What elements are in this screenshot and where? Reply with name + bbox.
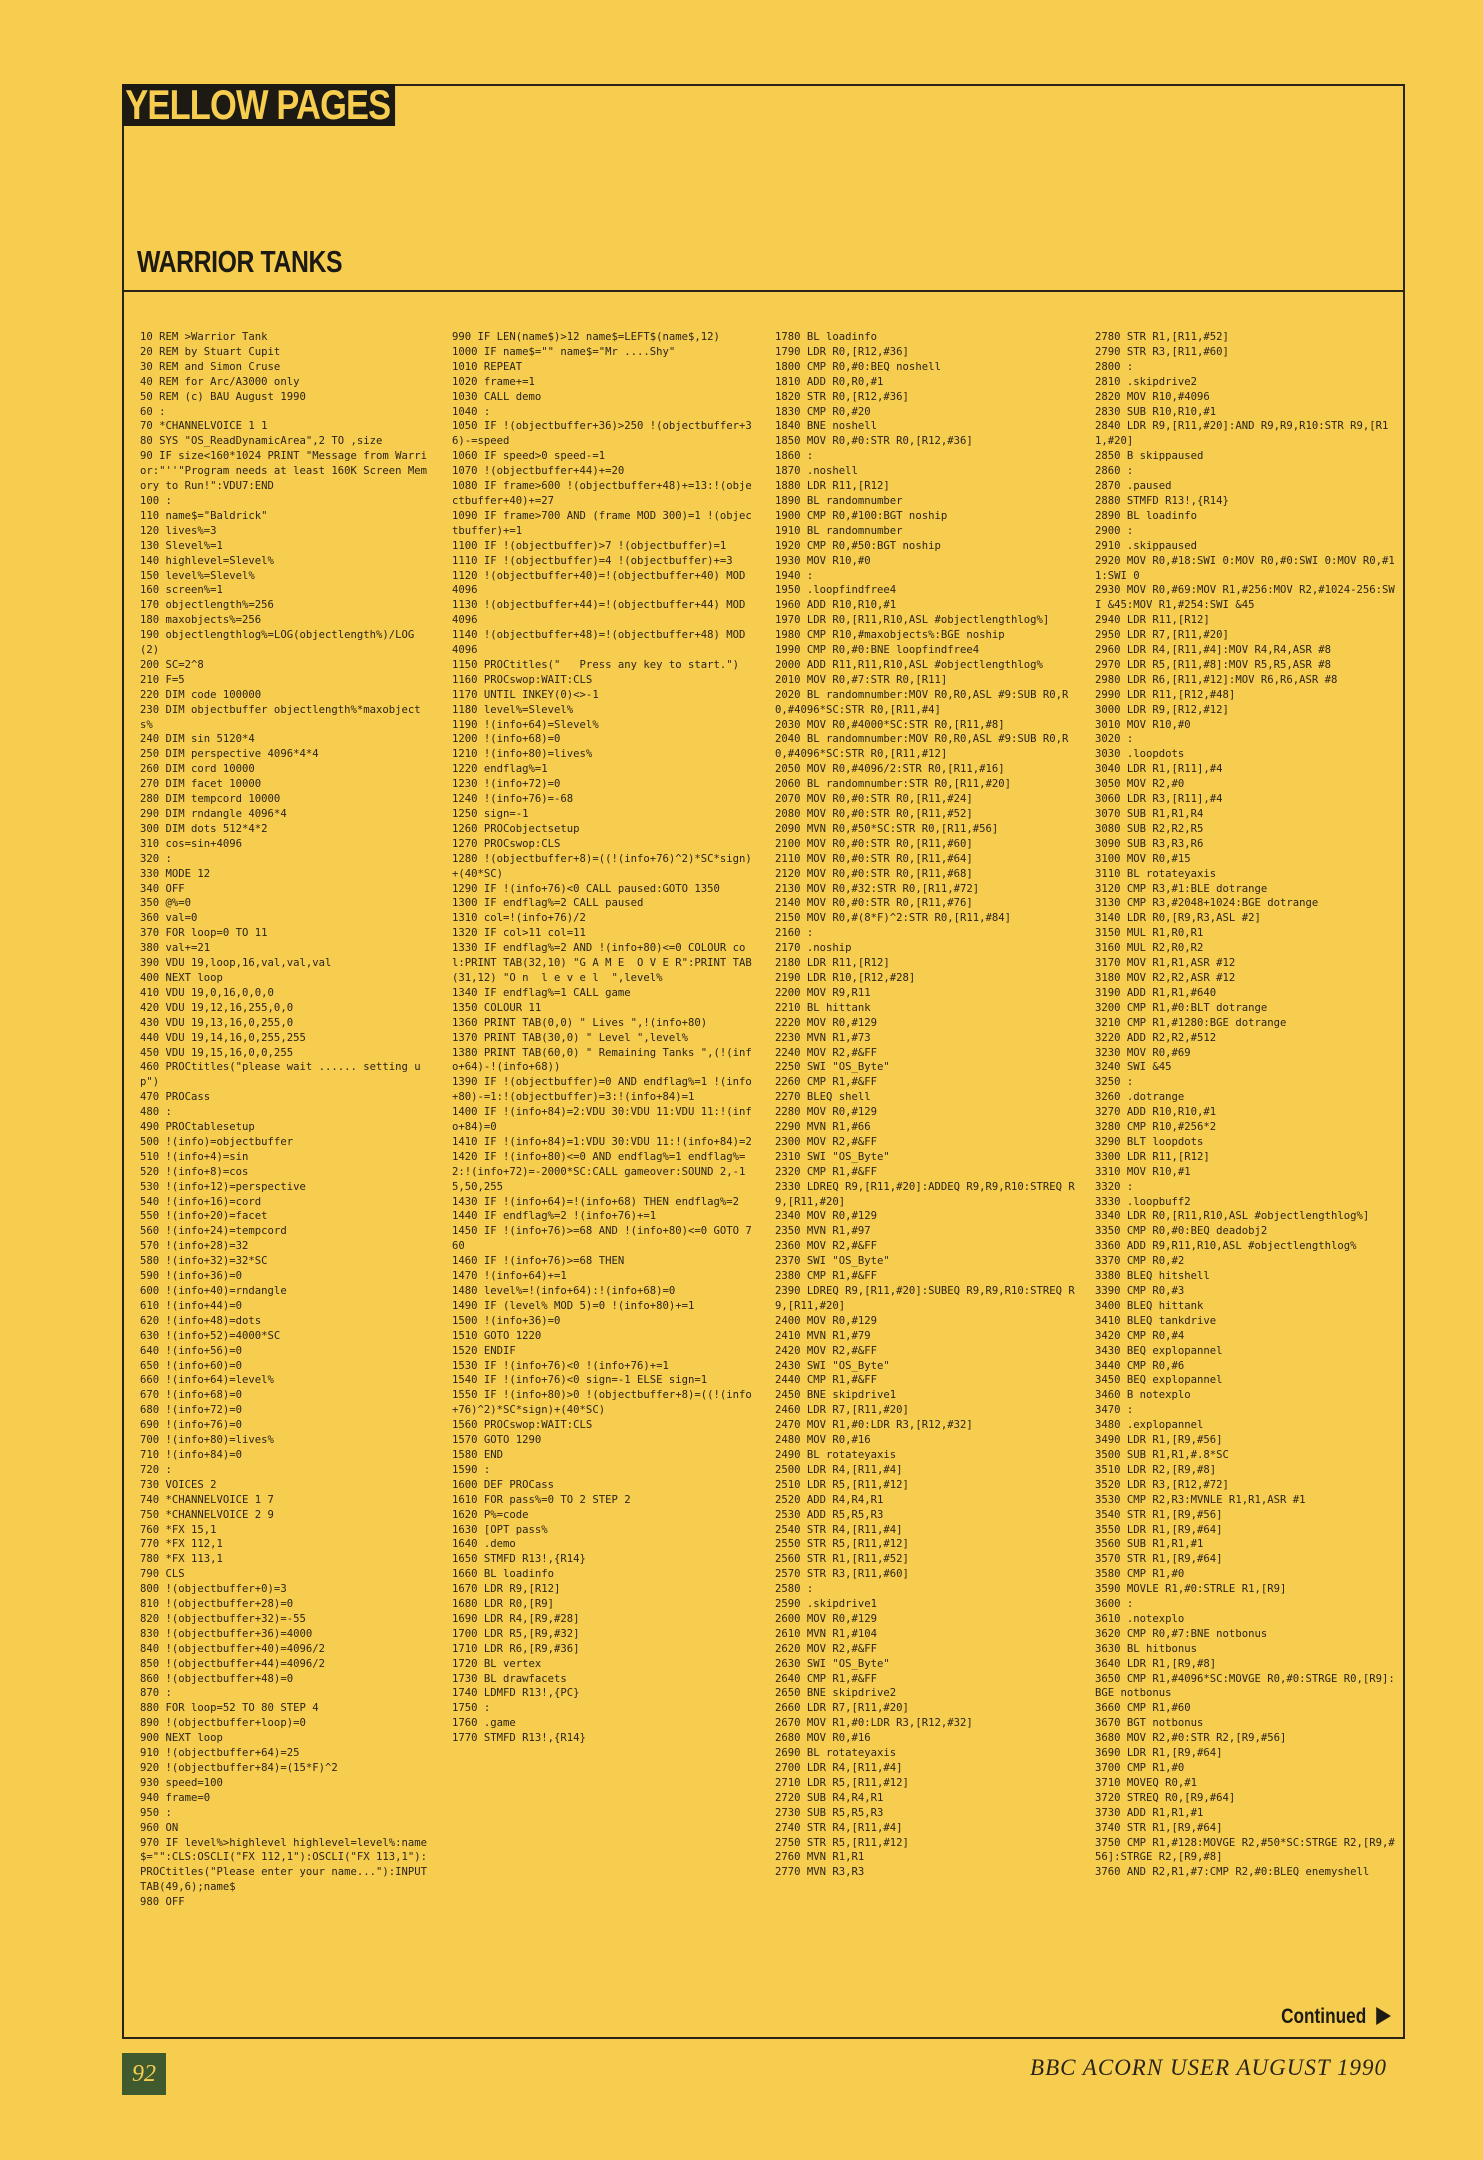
continued-marker — [1281, 2005, 1391, 2029]
title-divider — [122, 290, 1405, 292]
code-column-2: 990 IF LEN(name$)>12 name$=LEFT$(name$,12) 1000 IF name$="" name$="Mr ....Shy" 1010 REPEAT 1020 frame+=1 1030 CALL demo 1040 : 1050 IF !(objectbuffer+36)>250 !(objectbuffer+36)-=speed 1060 IF speed>0 speed-=1 1070 !(objectbuffer+44)+=20 1080 IF frame>600 !(objectbuffer+48)+=13:!(objectbuffer+40)+=27 1090 IF frame>700 AND (frame MOD 300)=1 !(objectbuffer)+=1 1100 IF !(objectbuffer)>7 !(objectbuffer)=1 1110 IF !(objectbuffer)=4 !(objectbuffer)+=3 1120 !(objectbuffer+40)=!(objectbuffer+40) MOD 4096 1130 !(objectbuffer+44)=!(objectbuffer+44) MOD 4096 1140 !(objectbuffer+48)=!(objectbuffer+48) MOD 4096 1150 PROCtitles(" Press any key to start.") 1160 PROCswop:WAIT:CLS 1170 UNTIL INKEY(0)<>-1 1180 level%=Slevel% 1190 !(info+64)=Slevel% 1200 !(info+68)=0 1210 !(info+80)=lives% 1220 endflag%=1 1230 !(info+72)=0 1240 !(info+76)=-68 1250 sign=-1 1260 PROCobjectsetup 1270 PROCswop:CLS 1280 !(objectbuffer+8)=((!(info+76)^2)*SC*sign)+(40*SC) 1290 IF !(info+76)<0 CALL paused:GOTO 1350 1300 IF endflag%=2 CALL paused 1310 col=!(info+76)/2 1320 IF col>11 col=11 1330 IF endflag%=2 AND !(info+80)<=0 COLOUR col:PRINT TAB(32,10) "G A M E O V E R":PRINT TAB(31,12) "O n l e v e l ",level% 1340 IF endflag%=1 CALL game 1350 COLOUR 11 1360 PRINT TAB(0,0) " Lives ",!(info+80) 1370 PRINT TAB(30,0) " Level ",level% 1380 PRINT TAB(60,0) " Remaining Tanks ",(!(info+64)-!(info+68)) 1390 IF !(objectbuffer)=0 AND endflag%=1 !(info+80)-=1:!(objectbuffer)=3:!(info+84)=1 1400 IF !(info+84)=2:VDU 30:VDU 11:VDU 11:!(info+84)=0 1410 IF !(info+84)=1:VDU 30:VDU 11:!(info+84)=2 1420 IF !(info+80)<=0 AND endflag%=1 endflag%=2:!(info+72)=-2000*SC:CALL gameover:SOUND 2,-15,50,255 1430 IF !(info+64)=!(info+68) THEN endflag%=2 1440 IF endflag%=2 !(info+76)+=1 1450 IF !(info+76)>=68 AND !(info+80)<=0 GOTO 760 1460 IF !(info+76)>=68 THEN 1470 !(info+64)+=1 1480 level%=!(info+64):!(info+68)=0 1490 IF (level% MOD 5)=0 !(info+80)+=1 1500 !(info+36)=0 1510 GOTO 1220 1520 ENDIF 1530 IF !(info+76)<0 !(info+76)+=1 1540 IF !(info+76)<0 sign=-1 ELSE sign=1 1550 IF !(info+80)>0 !(objectbuffer+8)=((!(info+76)^2)*SC*sign)+(40*SC) 1560 PROCswop:WAIT:CLS 1570 GOTO 1290 1580 END 1590 : 1600 DEF PROCass 1610 FOR pass%=0 TO 2 STEP 2 1620 P%=code 1630 [OPT pass% 1640 .demo 1650 STMFD R13!,{R14} 1660 BL loadinfo 1670 LDR R9,[R12] 1680 LDR R0,[R9] 1690 LDR R4,[R9,#28] 1700 LDR R5,[R9,#32] 1710 LDR R6,[R9,#36] 1720 BL vertex 1730 BL drawfacets 1740 LDMFD R13!,{PC} 1750 : 1760 .game 1770 STMFD R13!,{R14} — [452, 331, 752, 1745]
page-number: 92 — [122, 2053, 166, 2095]
code-column-1: 10 REM >Warrior Tank 20 REM by Stuart Cupit 30 REM and Simon Cruse 40 REM for Arc/A3000 only 50 REM (c) BAU August 1990 60 : 70 *CHANNELVOICE 1 1 80 SYS "OS_ReadDynamicArea",2 TO ,size 90 IF size<160*1024 PRINT "Message from Warrior:"''"Program needs at least 160K Screen Memory to Run!":VDU7:END 100 : 110 name$="Baldrick" 120 lives%=3 130 Slevel%=1 140 highlevel=Slevel% 150 level%=Slevel% 160 screen%=1 170 objectlength%=256 180 maxobjects%=256 190 objectlengthlog%=LOG(objectlength%)/LOG(2) 200 SC=2^8 210 F=5 220 DIM code 100000 230 DIM objectbuffer objectlength%*maxobjects% 240 DIM sin 5120*4 250 DIM perspective 4096*4*4 260 DIM cord 10000 270 DIM facet 10000 280 DIM tempcord 10000 290 DIM rndangle 4096*4 300 DIM dots 512*4*2 310 cos=sin+4096 320 : 330 MODE 12 340 OFF 350 @%=0 360 val=0 370 FOR loop=0 TO 11 380 val+=21 390 VDU 19,loop,16,val,val,val 400 NEXT loop 410 VDU 19,0,16,0,0,0 420 VDU 19,12,16,255,0,0 430 VDU 19,13,16,0,255,0 440 VDU 19,14,16,0,255,255 450 VDU 19,15,16,0,0,255 460 PROCtitles("please wait ...... setting up") 470 PROCass 480 : 490 PROCtablesetup 500 !(info)=objectbuffer 510 !(info+4)=sin 520 !(info+8)=cos 530 !(info+12)=perspective 540 !(info+16)=cord 550 !(info+20)=facet 560 !(info+24)=tempcord 570 !(info+28)=32 580 !(info+32)=32*SC 590 !(info+36)=0 600 !(info+40)=rndangle 610 !(info+44)=0 620 !(info+48)=dots 630 !(info+52)=4000*SC 640 !(info+56)=0 650 !(info+60)=0 660 !(info+64)=level% 670 !(info+68)=0 680 !(info+72)=0 690 !(info+76)=0 700 !(info+80)=lives% 710 !(info+84)=0 720 : 730 VOICES 2 740 *CHANNELVOICE 1 7 750 *CHANNELVOICE 2 9 760 *FX 15,1 770 *FX 112,1 780 *FX 113,1 790 CLS 800 !(objectbuffer+0)=3 810 !(objectbuffer+28)=0 820 !(objectbuffer+32)=-55 830 !(objectbuffer+36)=4000 840 !(objectbuffer+40)=4096/2 850 !(objectbuffer+44)=4096/2 860 !(objectbuffer+48)=0 870 : 880 FOR loop=52 TO 80 STEP 4 890 !(objectbuffer+loop)=0 900 NEXT loop 910 !(objectbuffer+64)=25 920 !(objectbuffer+84)=(15*F)^2 930 speed=100 940 frame=0 950 : 960 ON 970 IF level%>highlevel highlevel=level%:name$="":CLS:OSCLI("FX 112,1"):OSCLI("FX 113,1"):PROCtitles("Please enter your name..."):INPUT TAB(49,6);name$ 980 OFF — [140, 331, 428, 1909]
footer-publication: BBC ACORN USER AUGUST 1990 — [1030, 2055, 1387, 2080]
arrow-right-icon — [1376, 2007, 1391, 2025]
article-title: WARRIOR TANKS — [137, 244, 343, 279]
continued-label: Continued — [1281, 2005, 1367, 2028]
code-column-3: 1780 BL loadinfo 1790 LDR R0,[R12,#36] 1800 CMP R0,#0:BEQ noshell 1810 ADD R0,R0,#1 1820 STR R0,[R12,#36] 1830 CMP R0,#20 1840 BNE noshell 1850 MOV R0,#0:STR R0,[R12,#36] 1860 : 1870 .noshell 1880 LDR R11,[R12] 1890 BL randomnumber 1900 CMP R0,#100:BGT noship 1910 BL randomnumber 1920 CMP R0,#50:BGT noship 1930 MOV R10,#0 1940 : 1950 .loopfindfree4 1960 ADD R10,R10,#1 1970 LDR R0,[R11,R10,ASL #objectlengthlog%] 1980 CMP R10,#maxobjects%:BGE noship 1990 CMP R0,#0:BNE loopfindfree4 2000 ADD R11,R11,R10,ASL #objectlengthlog% 2010 MOV R0,#7:STR R0,[R11] 2020 BL randomnumber:MOV R0,R0,ASL #9:SUB R0,R0,#4096*SC:STR R0,[R11,#4] 2030 MOV R0,#4000*SC:STR R0,[R11,#8] 2040 BL randomnumber:MOV R0,R0,ASL #9:SUB R0,R0,#4096*SC:STR R0,[R11,#12] 2050 MOV R0,#4096/2:STR R0,[R11,#16] 2060 BL randomnumber:STR R0,[R11,#20] 2070 MOV R0,#0:STR R0,[R11,#24] 2080 MOV R0,#0:STR R0,[R11,#52] 2090 MVN R0,#50*SC:STR R0,[R11,#56] 2100 MOV R0,#0:STR R0,[R11,#60] 2110 MOV R0,#0:STR R0,[R11,#64] 2120 MOV R0,#0:STR R0,[R11,#68] 2130 MOV R0,#32:STR R0,[R11,#72] 2140 MOV R0,#0:STR R0,[R11,#76] 2150 MOV R0,#(8*F)^2:STR R0,[R11,#84] 2160 : 2170 .noship 2180 LDR R11,[R12] 2190 LDR R10,[R12,#28] 2200 MOV R9,R11 2210 BL hittank 2220 MOV R0,#129 2230 MVN R1,#73 2240 MOV R2,#&FF 2250 SWI "OS_Byte" 2260 CMP R1,#&FF 2270 BLEQ shell 2280 MOV R0,#129 2290 MVN R1,#66 2300 MOV R2,#&FF 2310 SWI "OS_Byte" 2320 CMP R1,#&FF 2330 LDREQ R9,[R11,#20]:ADDEQ R9,R9,R10:STREQ R9,[R11,#20] 2340 MOV R0,#129 2350 MVN R1,#97 2360 MOV R2,#&FF 2370 SWI "OS_Byte" 2380 CMP R1,#&FF 2390 LDREQ R9,[R11,#20]:SUBEQ R9,R9,R10:STREQ R9,[R11,#20] 2400 MOV R0,#129 2410 MVN R1,#79 2420 MOV R2,#&FF 2430 SWI "OS_Byte" 2440 CMP R1,#&FF 2450 BNE skipdrive1 2460 LDR R7,[R11,#20] 2470 MOV R1,#0:LDR R3,[R12,#32] 2480 MOV R0,#16 2490 BL rotateyaxis 2500 LDR R4,[R11,#4] 2510 LDR R5,[R11,#12] 2520 ADD R4,R4,R1 2530 ADD R5,R5,R3 2540 STR R4,[R11,#4] 2550 STR R5,[R11,#12] 2560 STR R1,[R11,#52] 2570 STR R3,[R11,#60] 2580 : 2590 .skipdrive1 2600 MOV R0,#129 2610 MVN R1,#104 2620 MOV R2,#&FF 2630 SWI "OS_Byte" 2640 CMP R1,#&FF 2650 BNE skipdrive2 2660 LDR R7,[R11,#20] 2670 MOV R1,#0:LDR R3,[R12,#32] 2680 MOV R0,#16 2690 BL rotateyaxis 2700 LDR R4,[R11,#4] 2710 LDR R5,[R11,#12] 2720 SUB R4,R4,R1 2730 SUB R5,R5,R3 2740 STR R4,[R11,#4] 2750 STR R5,[R11,#12] 2760 MVN R1,R1 2770 MVN R3,R3 — [775, 331, 1075, 1879]
code-column-4: 2780 STR R1,[R11,#52] 2790 STR R3,[R11,#60] 2800 : 2810 .skipdrive2 2820 MOV R10,#4096 2830 SUB R10,R10,#1 2840 LDR R9,[R11,#20]:AND R9,R9,R10:STR R9,[R11,#20] 2850 B skippaused 2860 : 2870 .paused 2880 STMFD R13!,{R14} 2890 BL loadinfo 2900 : 2910 .skippaused 2920 MOV R0,#18:SWI 0:MOV R0,#0:SWI 0:MOV R0,#11:SWI 0 2930 MOV R0,#69:MOV R1,#256:MOV R2,#1024-256:SWI &45:MOV R1,#254:SWI &45 2940 LDR R11,[R12] 2950 LDR R7,[R11,#20] 2960 LDR R4,[R11,#4]:MOV R4,R4,ASR #8 2970 LDR R5,[R11,#8]:MOV R5,R5,ASR #8 2980 LDR R6,[R11,#12]:MOV R6,R6,ASR #8 2990 LDR R11,[R12,#48] 3000 LDR R9,[R12,#12] 3010 MOV R10,#0 3020 : 3030 .loopdots 3040 LDR R1,[R11],#4 3050 MOV R2,#0 3060 LDR R3,[R11],#4 3070 SUB R1,R1,R4 3080 SUB R2,R2,R5 3090 SUB R3,R3,R6 3100 MOV R0,#15 3110 BL rotateyaxis 3120 CMP R3,#1:BLE dotrange 3130 CMP R3,#2048+1024:BGE dotrange 3140 LDR R0,[R9,R3,ASL #2] 3150 MUL R1,R0,R1 3160 MUL R2,R0,R2 3170 MOV R1,R1,ASR #12 3180 MOV R2,R2,ASR #12 3190 ADD R1,R1,#640 3200 CMP R1,#0:BLT dotrange 3210 CMP R1,#1280:BGE dotrange 3220 ADD R2,R2,#512 3230 MOV R0,#69 3240 SWI &45 3250 : 3260 .dotrange 3270 ADD R10,R10,#1 3280 CMP R10,#256*2 3290 BLT loopdots 3300 LDR R11,[R12] 3310 MOV R10,#1 3320 : 3330 .loopbuff2 3340 LDR R0,[R11,R10,ASL #objectlengthlog%] 3350 CMP R0,#0:BEQ deadobj2 3360 ADD R9,R11,R10,ASL #objectlengthlog% 3370 CMP R0,#2 3380 BLEQ hitshell 3390 CMP R0,#3 3400 BLEQ hittank 3410 BLEQ tankdrive 3420 CMP R0,#4 3430 BEQ explopannel 3440 CMP R0,#6 3450 BEQ explopannel 3460 B notexplo 3470 : 3480 .explopannel 3490 LDR R1,[R9,#56] 3500 SUB R1,R1,#.8*SC 3510 LDR R2,[R9,#8] 3520 LDR R3,[R12,#72] 3530 CMP R2,R3:MVNLE R1,R1,ASR #1 3540 STR R1,[R9,#56] 3550 LDR R1,[R9,#64] 3560 SUB R1,R1,#1 3570 STR R1,[R9,#64] 3580 CMP R1,#0 3590 MOVLE R1,#0:STRLE R1,[R9] 3600 : 3610 .notexplo 3620 CMP R0,#7:BNE notbonus 3630 BL hitbonus 3640 LDR R1,[R9,#8] 3650 CMP R1,#4096*SC:MOVGE R0,#0:STRGE R0,[R9]:BGE notbonus 3660 CMP R1,#60 3670 BGT notbonus 3680 MOV R2,#0:STR R2,[R9,#56] 3690 LDR R1,[R9,#64] 3700 CMP R1,#0 3710 MOVEQ R0,#1 3720 STREQ R0,[R9,#64] 3730 ADD R1,R1,#1 3740 STR R1,[R9,#64] 3750 CMP R1,#128:MOVGE R2,#50*SC:STRGE R2,[R9,#56]:STRGE R2,[R9,#8] 3760 AND R2,R1,#7:CMP R2,#0:BLEQ enemyshell — [1095, 331, 1395, 1879]
section-masthead: YELLOW PAGES — [122, 84, 395, 126]
